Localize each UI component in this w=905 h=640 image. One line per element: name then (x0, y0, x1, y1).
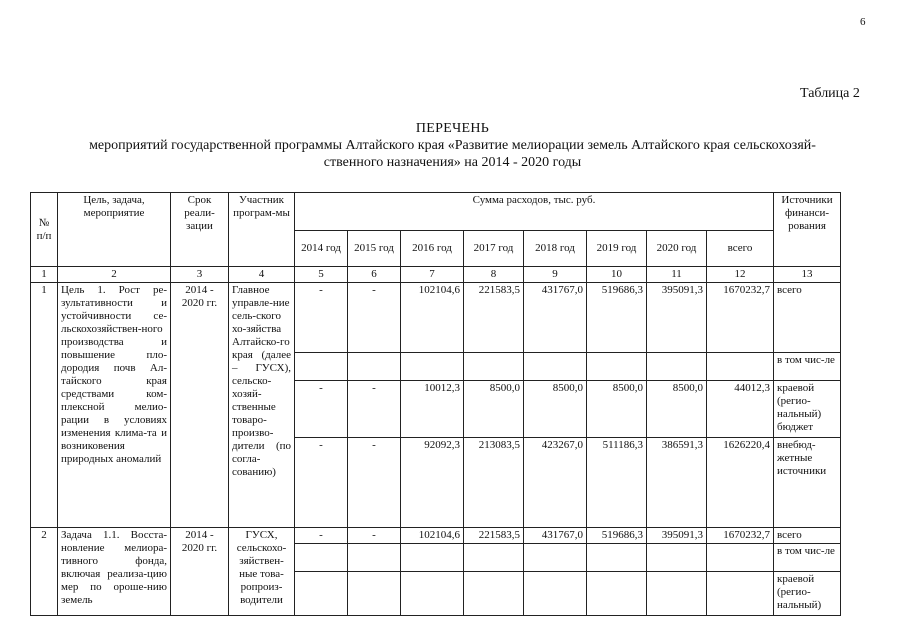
value-cell: 8500,0 (524, 381, 587, 438)
measures-table (30, 192, 841, 616)
row-number: 1 (31, 283, 58, 528)
value-cell (348, 353, 401, 381)
column-number: 4 (229, 267, 295, 283)
row-number: 2 (31, 528, 58, 616)
source-cell: краевой (регио-нальный) бюджет (774, 381, 841, 438)
column-number: 13 (774, 267, 841, 283)
value-cell: 8500,0 (647, 381, 707, 438)
column-number: 7 (401, 267, 464, 283)
value-cell: - (295, 528, 348, 544)
column-number: 5 (295, 267, 348, 283)
title-line-1: мероприятий государственной программы Алтайского края «Развитие мелиорации земель Алтайского края сельскохозяй- (89, 138, 816, 153)
source-cell: в том чис-ле (774, 544, 841, 572)
value-cell: 102104,6 (401, 528, 464, 544)
value-cell (401, 544, 464, 572)
value-cell: 511186,3 (587, 438, 647, 528)
goal-text: Задача 1.1. Восста-новление мелиора-тивного фонда, включая реализа-цию мер по ороше-нию земель (58, 528, 171, 616)
value-cell (647, 572, 707, 616)
value-cell: 395091,3 (647, 528, 707, 544)
value-cell (401, 353, 464, 381)
header-year-2016: 2016 год (401, 231, 464, 267)
source-cell: внебюд-жетные источники (774, 438, 841, 528)
value-cell (587, 572, 647, 616)
value-cell: 431767,0 (524, 528, 587, 544)
header-sum: Сумма расходов, тыс. руб. (295, 193, 774, 231)
value-cell (707, 544, 774, 572)
title-line-2: ственного назначения» на 2014 - 2020 годы (323, 155, 582, 170)
value-cell (295, 544, 348, 572)
participant-text: ГУСХ, сельскохо-зяйствен-ные това-ропроиз-водители (229, 528, 295, 616)
column-number: 2 (58, 267, 171, 283)
source-cell: краевой (регио-нальный) (774, 572, 841, 616)
header-participant: Участник програм-мы (229, 193, 295, 267)
term-text: 2014 - 2020 гг. (171, 283, 229, 528)
value-cell (707, 572, 774, 616)
value-cell (348, 572, 401, 616)
value-cell: 423267,0 (524, 438, 587, 528)
value-cell: 1626220,4 (707, 438, 774, 528)
table-row (31, 528, 841, 544)
value-cell (401, 572, 464, 616)
value-cell: 102104,6 (401, 283, 464, 353)
column-number: 3 (171, 267, 229, 283)
value-cell (587, 353, 647, 381)
value-cell: 1670232,7 (707, 283, 774, 353)
value-cell: 386591,3 (647, 438, 707, 528)
header-total: всего (707, 231, 774, 267)
column-number: 12 (707, 267, 774, 283)
value-cell: - (348, 381, 401, 438)
value-cell (707, 353, 774, 381)
participant-text: Главное управле-ние сель-ского хо-зяйства Алтайско-го края (далее – ГУСХ), сельско-хозяй-ственные товаро-произво-дители (по согла-сованию) (229, 283, 295, 528)
column-number: 9 (524, 267, 587, 283)
value-cell: 221583,5 (464, 283, 524, 353)
value-cell: 221583,5 (464, 528, 524, 544)
header-year-2020: 2020 год (647, 231, 707, 267)
value-cell: - (295, 438, 348, 528)
value-cell (464, 572, 524, 616)
column-number: 11 (647, 267, 707, 283)
header-year-2014: 2014 год (295, 231, 348, 267)
value-cell (295, 353, 348, 381)
value-cell (587, 544, 647, 572)
value-cell (524, 353, 587, 381)
header-year-2015: 2015 год (348, 231, 401, 267)
table-label: Таблица 2 (800, 86, 860, 101)
value-cell (348, 544, 401, 572)
value-cell: - (295, 283, 348, 353)
header-year-2017: 2017 год (464, 231, 524, 267)
value-cell: - (295, 381, 348, 438)
source-cell: в том чис-ле (774, 353, 841, 381)
value-cell: 431767,0 (524, 283, 587, 353)
value-cell (464, 544, 524, 572)
value-cell: 519686,3 (587, 283, 647, 353)
header-year-2018: 2018 год (524, 231, 587, 267)
column-number: 10 (587, 267, 647, 283)
value-cell: - (348, 438, 401, 528)
value-cell (647, 544, 707, 572)
source-cell: всего (774, 283, 841, 353)
header-number: № п/п (31, 193, 58, 267)
column-number-row (31, 267, 841, 283)
column-number: 8 (464, 267, 524, 283)
value-cell: 44012,3 (707, 381, 774, 438)
goal-text: Цель 1. Рост ре-зультативности и устойчивности се-льскохозяйствен-ного производства и повышение пло-дородия почв Ал-тайского края средствами ком-плексной мелио-рации в условиях изменения клима-та и возниковения природных аномалий (58, 283, 171, 528)
header-source: Источники финанси-рования (774, 193, 841, 267)
column-number: 1 (31, 267, 58, 283)
value-cell: 1670232,7 (707, 528, 774, 544)
header-term: Срок реали-зации (171, 193, 229, 267)
value-cell (524, 572, 587, 616)
value-cell (295, 572, 348, 616)
title-main: ПЕРЕЧЕНЬ (415, 121, 490, 136)
value-cell: 8500,0 (464, 381, 524, 438)
header-year-2019: 2019 год (587, 231, 647, 267)
column-number: 6 (348, 267, 401, 283)
header-goal: Цель, задача, мероприятие (58, 193, 171, 267)
page-number: 6 (860, 16, 866, 28)
value-cell: 395091,3 (647, 283, 707, 353)
table-row (31, 283, 841, 353)
value-cell: 519686,3 (587, 528, 647, 544)
source-cell: всего (774, 528, 841, 544)
value-cell: 213083,5 (464, 438, 524, 528)
value-cell: 92092,3 (401, 438, 464, 528)
value-cell: 8500,0 (587, 381, 647, 438)
value-cell (524, 544, 587, 572)
value-cell: - (348, 283, 401, 353)
value-cell: - (348, 528, 401, 544)
value-cell (647, 353, 707, 381)
value-cell: 10012,3 (401, 381, 464, 438)
document-title (30, 120, 875, 171)
term-text: 2014 - 2020 гг. (171, 528, 229, 616)
value-cell (464, 353, 524, 381)
